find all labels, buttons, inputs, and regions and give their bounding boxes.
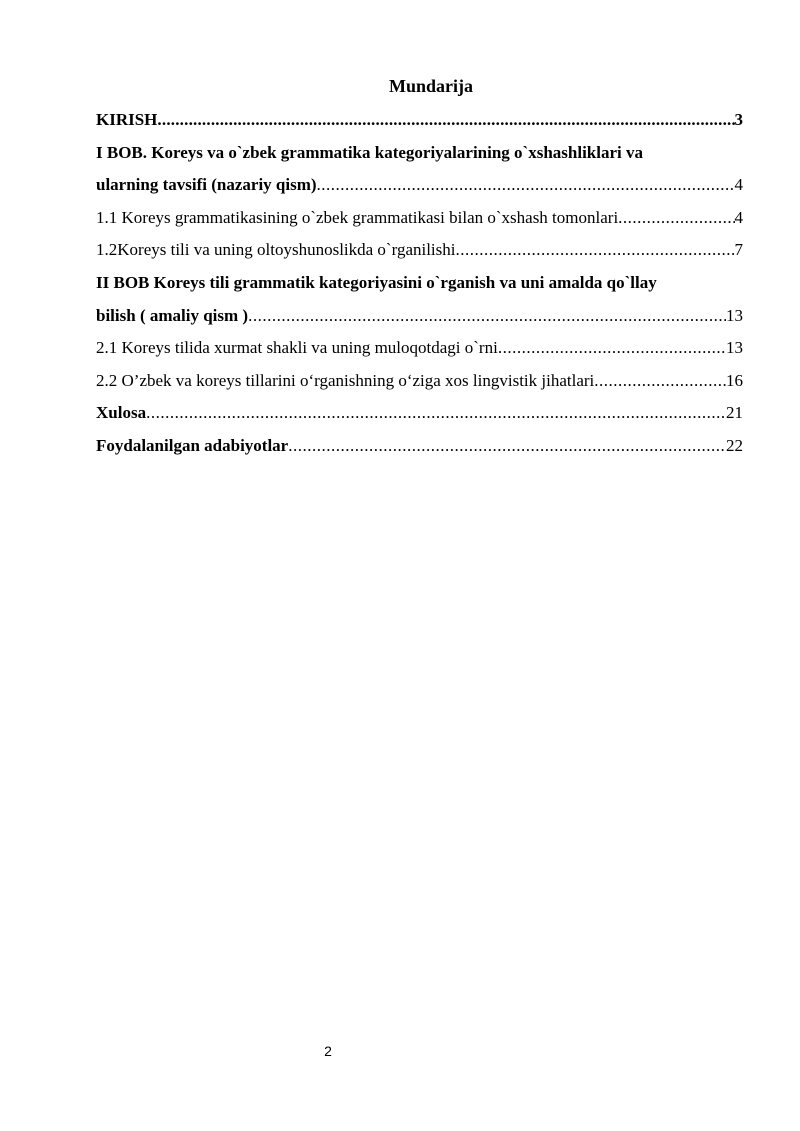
toc-leader — [498, 332, 726, 365]
toc-entry-title: KIRISH — [96, 110, 158, 129]
toc-entry-title: Foydalanilgan adabiyotlar — [96, 435, 289, 455]
toc-leader — [618, 202, 734, 235]
toc-entry-kirish[interactable] — [96, 104, 743, 137]
toc-line — [96, 300, 743, 333]
toc-entry-page: 13 — [726, 305, 743, 325]
toc-entry-chapter-2[interactable] — [96, 267, 743, 332]
toc-entry-page: 22 — [726, 435, 743, 455]
page-number: 2 — [324, 1043, 332, 1059]
toc-entry-page: 4 — [734, 175, 743, 195]
toc-entry-page: 7 — [734, 240, 743, 260]
toc-entry-section-1-1[interactable] — [96, 202, 743, 235]
toc-line — [96, 169, 743, 202]
toc-line — [96, 397, 743, 430]
toc-entry-section-2-2[interactable] — [96, 365, 743, 398]
toc-entry-title: 1.1 Koreys grammatikasining o`zbek grammatikasi bilan o`xshash tomonlari — [96, 207, 619, 227]
toc-entry-page: 13 — [726, 338, 743, 358]
toc-leader — [146, 397, 726, 430]
toc-leader — [157, 104, 734, 137]
toc-entry-references[interactable] — [96, 430, 743, 463]
toc-entry-title: ularning tavsifi (nazariy qism) — [96, 175, 317, 195]
toc-entry-first-line: II BOB Koreys tili grammatik kategoriyasini o`rganish va uni amalda qo`llay — [96, 272, 657, 292]
toc-leader — [317, 169, 735, 202]
toc-line — [96, 202, 743, 235]
toc-entry-page: 21 — [726, 403, 743, 423]
table-of-contents — [96, 104, 743, 463]
toc-entry-xulosa[interactable] — [96, 397, 743, 430]
toc-leader — [248, 300, 726, 333]
toc-line — [96, 365, 743, 398]
toc-entry-title: 2.1 Koreys tilida xurmat shakli va uning muloqotdagi o`rni — [96, 338, 498, 358]
toc-entry-title: 2.2 O’zbek va koreys tillarini o‘rganishning o‘ziga xos lingvistik jihatlari — [96, 370, 595, 390]
toc-entry-title: Xulosa — [96, 403, 147, 423]
toc-title: Mundarija — [388, 76, 473, 96]
toc-line — [96, 234, 743, 267]
toc-entry-title: 1.2Koreys tili va uning oltoyshunoslikda o`rganilishi — [96, 240, 456, 260]
toc-leader — [288, 430, 726, 463]
toc-line — [96, 332, 743, 365]
toc-leader — [456, 234, 735, 267]
toc-line — [96, 104, 743, 137]
toc-entry-page: 3 — [734, 110, 743, 129]
toc-leader — [594, 365, 726, 398]
toc-entry-chapter-1[interactable] — [96, 137, 743, 202]
toc-entry-page: 4 — [734, 207, 743, 227]
toc-entry-page: 16 — [726, 370, 743, 390]
toc-entry-title: bilish ( amaliy qism ) — [96, 305, 249, 325]
toc-entry-section-2-1[interactable] — [96, 332, 743, 365]
toc-line — [96, 430, 743, 463]
toc-entry-first-line: I BOB. Koreys va o`zbek grammatika kategoriyalarining o`xshashliklari va — [96, 142, 644, 162]
toc-entry-section-1-2[interactable] — [96, 234, 743, 267]
